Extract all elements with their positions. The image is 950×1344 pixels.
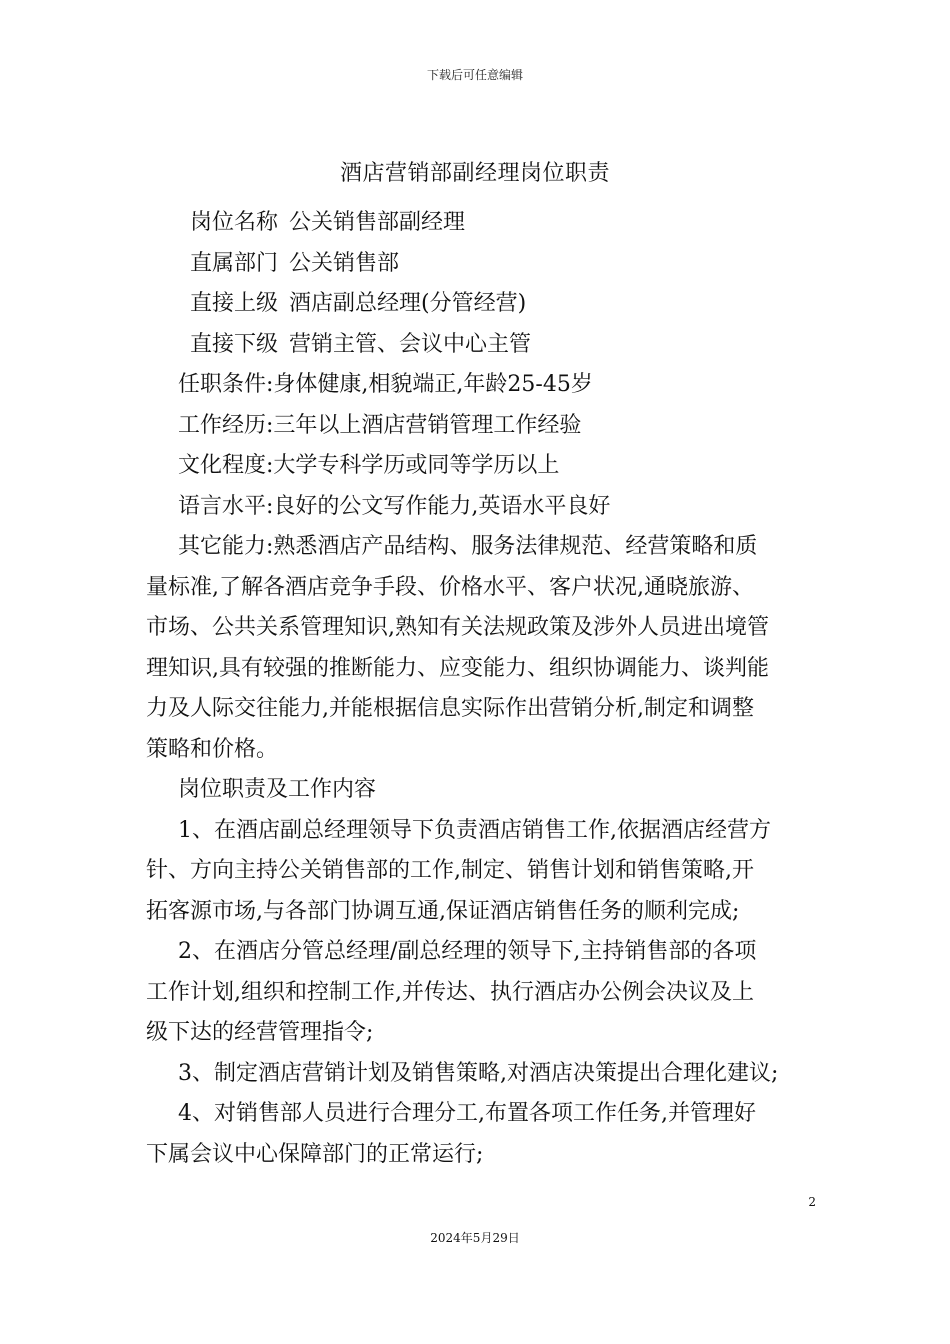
paragraph-line: 针、方向主持公关销售部的工作,制定、销售计划和销售策略,开	[146, 858, 754, 883]
field-row-subordinate	[146, 325, 811, 366]
paragraph-line: 力及人际交往能力,并能根据信息实际作出营销分析,制定和调整	[146, 696, 754, 721]
paragraph-line: 3、制定酒店营销计划及销售策略,对酒店决策提出合理化建议;	[178, 1060, 779, 1086]
paragraph-line: 量标准,了解各酒店竞争手段、价格水平、客户状况,通晓旅游、	[146, 574, 754, 600]
requirement-education: 文化程度:大学专科学历或同等学历以上	[178, 453, 560, 478]
requirement-conditions: 任职条件:身体健康,相貌端正,年龄25-45岁	[178, 372, 593, 397]
duty-item-1	[146, 811, 811, 933]
field-row-department	[146, 244, 811, 285]
requirement-experience: 工作经历:三年以上酒店营销管理工作经验	[178, 412, 582, 438]
paragraph-line: 下属会议中心保障部门的正常运行;	[146, 1141, 484, 1167]
field-label: 岗位名称	[190, 210, 279, 235]
field-label: 直接上级	[190, 291, 279, 316]
field-row-position	[146, 203, 811, 244]
field-value: 酒店副总经理(分管经营)	[289, 291, 527, 316]
field-value: 公关销售部	[289, 250, 400, 276]
document-body	[146, 203, 811, 1175]
page-number: 2	[808, 1195, 816, 1209]
duty-item-2	[146, 932, 811, 1054]
requirement-language: 语言水平:良好的公文写作能力,英语水平良好	[178, 493, 611, 519]
paragraph-line: 4、对销售部人员进行合理分工,布置各项工作任务,并管理好	[178, 1101, 756, 1126]
paragraph-line: 市场、公共关系管理知识,熟知有关法规政策及涉外人员进出境管	[146, 615, 769, 640]
paragraph-line: 策略和价格。	[146, 736, 279, 762]
field-label: 直属部门	[190, 250, 279, 276]
field-row-superior	[146, 284, 811, 325]
paragraph-line: 级下达的经营管理指令;	[146, 1020, 374, 1045]
field-value: 公关销售部副经理	[289, 210, 466, 235]
paragraph-line: 拓客源市场,与各部门协调互通,保证酒店销售任务的顺利完成;	[146, 898, 740, 924]
other-ability-paragraph	[146, 527, 811, 770]
paragraph-line: 工作计划,组织和控制工作,并传达、执行酒店办公例会决议及上	[146, 979, 754, 1005]
paragraph-line: 1、在酒店副总经理领导下负责酒店销售工作,依据酒店经营方	[178, 817, 771, 843]
header-note: 下载后可任意编辑	[426, 68, 523, 82]
duties-heading: 岗位职责及工作内容	[178, 777, 377, 802]
paragraph-line: 2、在酒店分管总经理/副总经理的领导下,主持销售部的各项	[178, 939, 757, 964]
duty-item-3	[146, 1054, 811, 1095]
document-title: 酒店营销部副经理岗位职责	[339, 161, 610, 186]
field-label: 直接下级	[190, 331, 279, 357]
footer-date: 2024年5月29日	[430, 1231, 520, 1245]
paragraph-line: 其它能力:熟悉酒店产品结构、服务法律规范、经营策略和质	[178, 534, 758, 559]
field-value: 营销主管、会议中心主管	[289, 331, 532, 357]
duty-item-4	[146, 1094, 811, 1175]
paragraph-line: 理知识,具有较强的推断能力、应变能力、组织协调能力、谈判能	[146, 655, 769, 681]
